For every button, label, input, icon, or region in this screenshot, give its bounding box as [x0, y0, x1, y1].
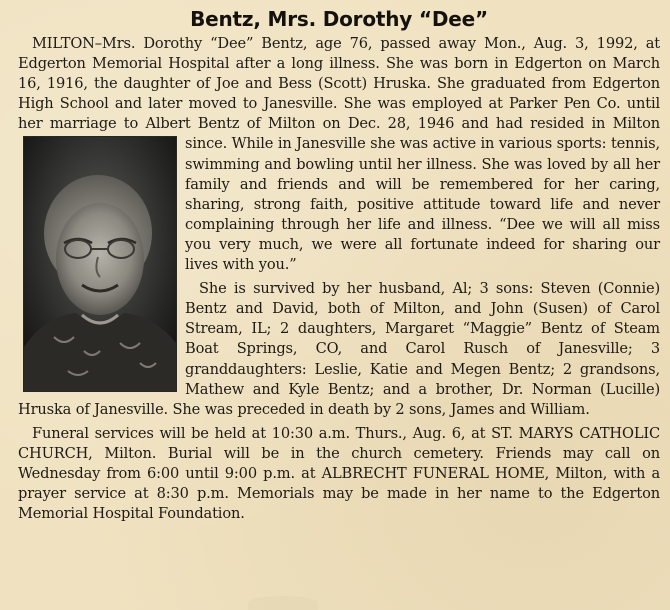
obituary-paragraph-1 [18, 34, 660, 275]
portrait-photo-image [24, 137, 176, 391]
paper-smudge [248, 596, 318, 610]
obituary-headline: Bentz, Mrs. Dorothy “Dee” [190, 7, 488, 31]
obituary-paragraph-1-continued: Milton since. While in Janesville she was active in various sports: tennis, swimming and bowling until her illness. She was loved by all her family and friends and will be remembered for her caring, sharing, strong faith, positive attitude toward life and never complaining through her life and illness. “Dee we will all miss you very much, we were all fortunate indeed for sharing our lives with you.” [185, 115, 660, 274]
obituary-paragraph-3: Funeral services will be held at 10:30 a.m. Thurs., Aug. 6, at ST. MARYS CATHOLIC CHURCH, Milton. Burial will be in the church cemetery. Friends may call on Wednesday from 6:00 until 9:00 p.m. at ALBRECHT FUNERAL HOME, Milton, with a prayer service at 8:30 p.m. Memorials may be made in her name to the Edgerton Memorial Hospital Foundation. [18, 424, 660, 523]
obituary-paragraph-2: She is survived by her husband, Al; 3 sons: Steven (Connie) Bentz and David, both of Milton, and John (Susen) of Carol Stream, IL; 2 daughters, Margaret “Maggie” Bentz of Steam Boat Springs, CO, and Carol Rusch of Janesville; 3 granddaughters: Leslie, Katie and Megen Bentz; 2 grandsons, Mathew and Kyle Bentz; and a brother, Dr. Norman (Lucille) Hruska of Janesville. She was preceded in death by 2 sons, James and William. [18, 280, 660, 418]
obituary-paragraph-1-intro: MILTON–Mrs. Dorothy “Dee” Bentz, age 76, passed away Mon., Aug. 3, 1992, at Edgerton Memorial Hospital after a long illness. She was born in Edgerton on March 16, 1916, the daughter of Joe and Bess (Scott) Hruska. She graduated from Edgerton High School and later moved to Janesville. She was employed at Parker Pen Co. until her marriage to Albert Bentz of Milton on Dec. 28, 1946 and had resided in [18, 35, 660, 133]
obituary-body [18, 34, 660, 524]
portrait-photo [24, 137, 176, 391]
